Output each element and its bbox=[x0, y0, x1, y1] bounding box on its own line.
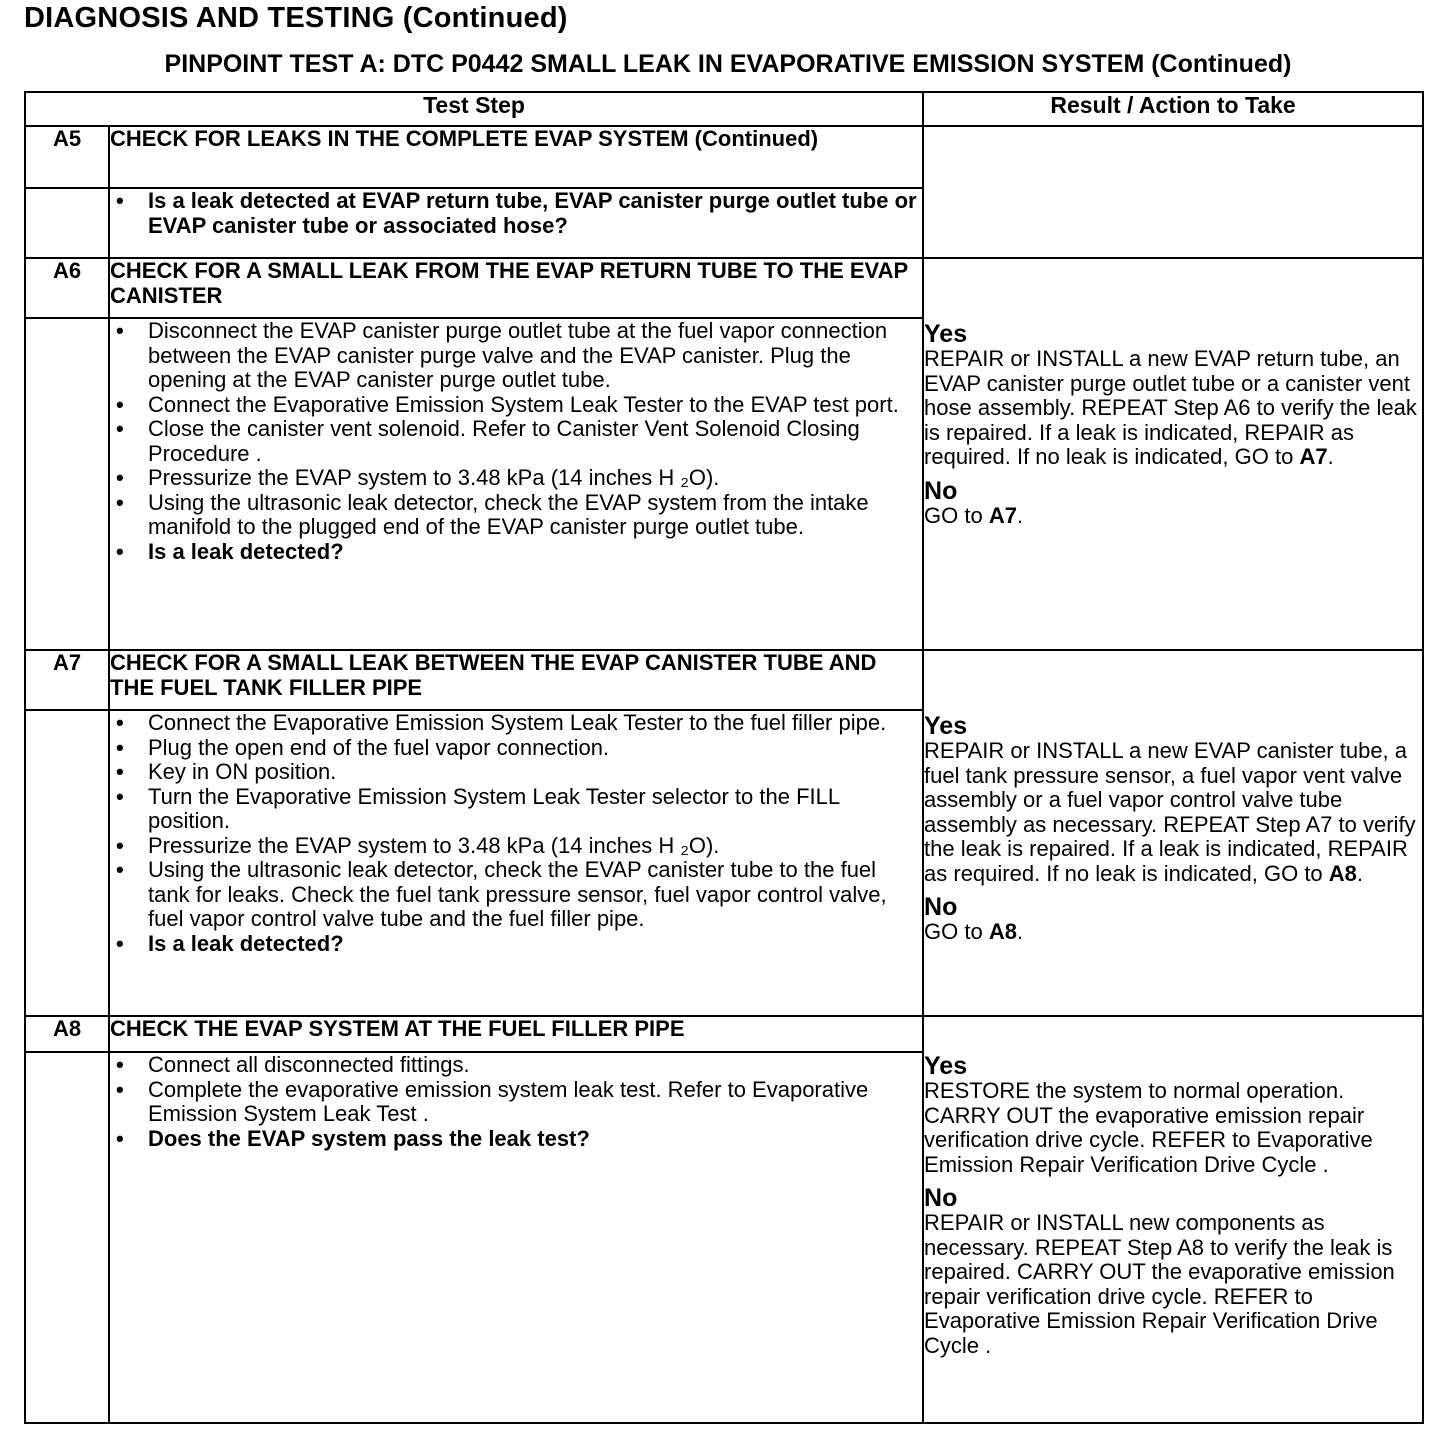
list-item: • Does the EVAP system pass the leak test? bbox=[110, 1127, 922, 1152]
list-item: • Complete the evaporative emission system leak test. Refer to Evaporative Emission System Leak Test . bbox=[110, 1078, 922, 1127]
yes-block bbox=[924, 713, 1422, 886]
list-item: • Disconnect the EVAP canister purge outlet tube at the fuel vapor connection between the EVAP canister purge valve and the EVAP canister. Plug the opening at the EVAP canister purge outlet tube. bbox=[110, 319, 922, 393]
step-a6-title-row bbox=[25, 258, 1423, 318]
no-block bbox=[924, 478, 1422, 529]
step-id: A6 bbox=[25, 258, 109, 318]
step-a8-title-row bbox=[25, 1016, 1423, 1052]
yes-label: Yes bbox=[924, 320, 968, 348]
step-title: CHECK FOR LEAKS IN THE COMPLETE EVAP SYSTEM (Continued) bbox=[109, 126, 923, 188]
step-id: A5 bbox=[25, 126, 109, 188]
step-title: CHECK FOR A SMALL LEAK FROM THE EVAP RETURN TUBE TO THE EVAP CANISTER bbox=[109, 258, 923, 318]
step-id: A7 bbox=[25, 650, 109, 710]
step-a7-result bbox=[923, 650, 1423, 1016]
no-label: No bbox=[924, 476, 958, 505]
no-block bbox=[924, 1185, 1422, 1358]
yes-action: REPAIR or INSTALL a new EVAP canister tube, a fuel tank pressure sensor, a fuel vapor vent valve assembly or a fuel vapor control valve tube assembly as necessary. REPEAT Step A7 to verify the leak is repaired. If a leak is indicated, REPAIR as required. If no leak is indicated, GO to A8. bbox=[924, 738, 1416, 886]
yes-block bbox=[924, 321, 1422, 470]
test-step-table bbox=[24, 91, 1424, 1424]
yes-label: Yes bbox=[924, 712, 968, 740]
list-item: • Connect all disconnected fittings. bbox=[110, 1053, 922, 1078]
no-action: REPAIR or INSTALL new components as necessary. REPEAT Step A8 to verify the leak is repaired. CARRY OUT the evaporative emission repair verification drive cycle. REFER to Evaporative Emission Repair Verification Drive Cycle . bbox=[924, 1210, 1395, 1358]
list-item: • Using the ultrasonic leak detector, check the EVAP canister tube to the fuel tank for leaks. Check the fuel tank pressure sensor, fuel vapor control valve, fuel vapor control valve tube and the fuel filler pipe. bbox=[110, 858, 922, 932]
column-header-test-step: Test Step bbox=[25, 92, 923, 126]
list-item: • Plug the open end of the fuel vapor connection. bbox=[110, 736, 922, 761]
no-action: GO to A7. bbox=[924, 502, 1024, 528]
yes-label: Yes bbox=[924, 1052, 968, 1080]
step-a5-result bbox=[923, 126, 1423, 258]
list-item: • Is a leak detected? bbox=[110, 540, 922, 565]
list-item: • Is a leak detected at EVAP return tube, EVAP canister purge outlet tube or EVAP canister tube or associated hose? bbox=[110, 189, 922, 238]
no-label: No bbox=[924, 893, 958, 921]
step-a7-title-row bbox=[25, 650, 1423, 710]
yes-block bbox=[924, 1053, 1422, 1177]
step-a6-result bbox=[923, 258, 1423, 650]
yes-action: RESTORE the system to normal operation. CARRY OUT the evaporative emission repair verification drive cycle. REFER to Evaporative Emission Repair Verification Drive Cycle . bbox=[924, 1078, 1373, 1177]
bullet-list bbox=[110, 319, 922, 564]
step-title: CHECK FOR A SMALL LEAK BETWEEN THE EVAP CANISTER TUBE AND THE FUEL TANK FILLER PIPE bbox=[109, 650, 923, 710]
step-body bbox=[109, 710, 923, 1016]
step-body bbox=[109, 318, 923, 650]
step-body bbox=[109, 188, 923, 258]
page-title: DIAGNOSIS AND TESTING (Continued) bbox=[24, 2, 568, 34]
step-body bbox=[109, 1052, 923, 1423]
pinpoint-test-title: PINPOINT TEST A: DTC P0442 SMALL LEAK IN EVAPORATIVE EMISSION SYSTEM (Continued) bbox=[164, 50, 1292, 78]
bullet-list bbox=[110, 711, 922, 956]
list-item: • Turn the Evaporative Emission System Leak Tester selector to the FILL position. bbox=[110, 785, 922, 834]
bullet-list bbox=[110, 189, 922, 238]
list-item: • Connect the Evaporative Emission System Leak Tester to the fuel filler pipe. bbox=[110, 711, 922, 736]
list-item: • Pressurize the EVAP system to 3.48 kPa (14 inches H ₂O). bbox=[110, 466, 922, 491]
no-action: GO to A8. bbox=[924, 919, 1024, 944]
step-id: A8 bbox=[25, 1016, 109, 1052]
list-item: • Is a leak detected? bbox=[110, 932, 922, 957]
list-item: • Connect the Evaporative Emission System Leak Tester to the EVAP test port. bbox=[110, 393, 922, 418]
step-a5-title-row bbox=[25, 126, 1423, 188]
list-item: • Using the ultrasonic leak detector, check the EVAP system from the intake manifold to the plugged end of the EVAP canister purge outlet tube. bbox=[110, 491, 922, 540]
list-item: • Key in ON position. bbox=[110, 760, 922, 785]
bullet-list bbox=[110, 1053, 922, 1151]
yes-action: REPAIR or INSTALL a new EVAP return tube, an EVAP canister purge outlet tube or a canister vent hose assembly. REPEAT Step A6 to verify the leak is repaired. If a leak is indicated, REPAIR as required. If no leak is indicated, GO to A7. bbox=[924, 346, 1417, 469]
list-item: • Pressurize the EVAP system to 3.48 kPa (14 inches H ₂O). bbox=[110, 834, 922, 859]
step-a8-result bbox=[923, 1016, 1423, 1423]
no-label: No bbox=[924, 1184, 958, 1212]
step-title: CHECK THE EVAP SYSTEM AT THE FUEL FILLER PIPE bbox=[109, 1016, 923, 1052]
list-item: • Close the canister vent solenoid. Refer to Canister Vent Solenoid Closing Procedure . bbox=[110, 417, 922, 466]
column-header-result: Result / Action to Take bbox=[923, 92, 1423, 126]
no-block bbox=[924, 894, 1422, 945]
table-header-row bbox=[25, 92, 1423, 126]
